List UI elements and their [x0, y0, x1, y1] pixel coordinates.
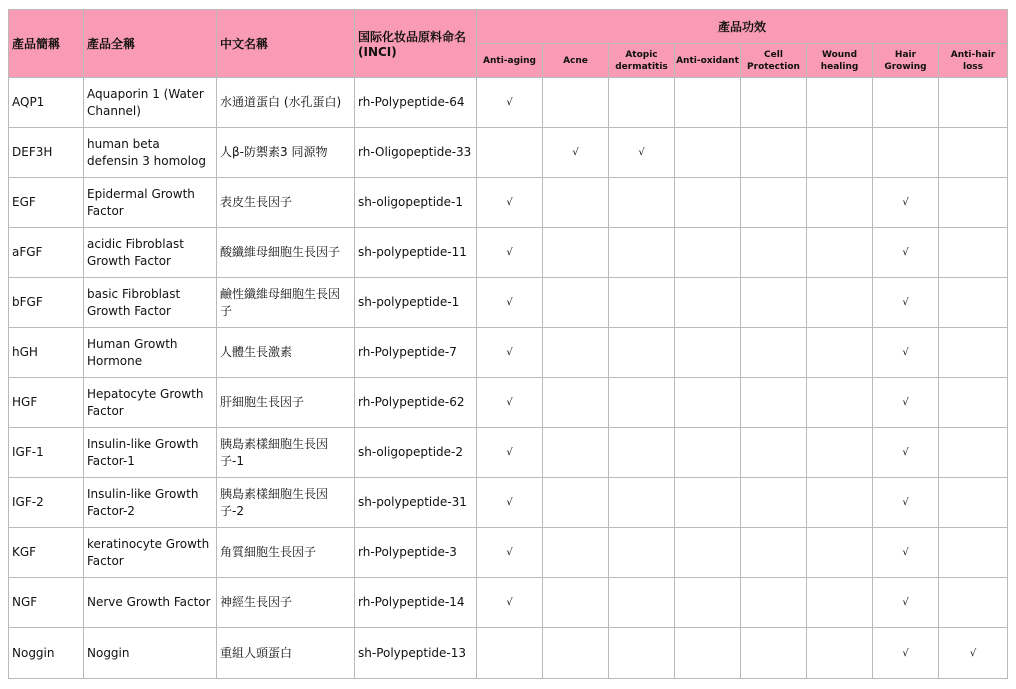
cell-efficacy-2 [609, 628, 675, 679]
cell-efficacy-6 [873, 378, 939, 428]
cell-efficacy-0 [477, 528, 543, 578]
cell-efficacy-4 [741, 428, 807, 478]
check-mark-icon: √ [902, 297, 909, 308]
cell-inci: rh-Polypeptide-64 [355, 78, 477, 128]
cell-efficacy-4 [741, 328, 807, 378]
cell-full-name: basic Fibroblast Growth Factor [84, 278, 217, 328]
check-mark-icon: √ [902, 647, 909, 659]
table-row [9, 378, 1008, 428]
cell-efficacy-7 [939, 128, 1008, 178]
cell-efficacy-7 [939, 578, 1008, 628]
header-efficacy-5: Wound healing [807, 44, 873, 78]
cell-efficacy-2 [609, 278, 675, 328]
cell-chinese-name: 人β-防禦素3 同源物 [217, 128, 355, 178]
cell-efficacy-6 [873, 128, 939, 178]
cell-abbr: bFGF [9, 278, 84, 328]
cell-full-name: Nerve Growth Factor [84, 578, 217, 628]
cell-inci: sh-oligopeptide-1 [355, 178, 477, 228]
cell-full-name: Insulin-like Growth Factor-1 [84, 428, 217, 478]
cell-efficacy-7 [939, 178, 1008, 228]
cell-efficacy-6 [873, 228, 939, 278]
cell-efficacy-5 [807, 378, 873, 428]
cell-efficacy-4 [741, 478, 807, 528]
header-efficacy-3: Anti-oxidant [675, 44, 741, 78]
cell-inci: sh-oligopeptide-2 [355, 428, 477, 478]
check-mark-icon: √ [902, 397, 909, 408]
cell-efficacy-3 [675, 628, 741, 679]
cell-efficacy-2 [609, 528, 675, 578]
cell-efficacy-2 [609, 428, 675, 478]
check-mark-icon: √ [506, 297, 513, 308]
header-efficacy-7: Anti-hair loss [939, 44, 1008, 78]
cell-abbr: DEF3H [9, 128, 84, 178]
table-row [9, 278, 1008, 328]
cell-abbr: IGF-1 [9, 428, 84, 478]
cell-efficacy-5 [807, 578, 873, 628]
cell-efficacy-0 [477, 178, 543, 228]
cell-efficacy-7 [939, 378, 1008, 428]
cell-efficacy-5 [807, 428, 873, 478]
check-mark-icon: √ [506, 497, 513, 508]
cell-abbr: Noggin [9, 628, 84, 679]
cell-abbr: NGF [9, 578, 84, 628]
cell-efficacy-7 [939, 478, 1008, 528]
table-row [9, 428, 1008, 478]
table-row [9, 478, 1008, 528]
cell-efficacy-7 [939, 228, 1008, 278]
cell-efficacy-4 [741, 128, 807, 178]
cell-inci: sh-Polypeptide-13 [355, 628, 477, 679]
cell-efficacy-1 [543, 228, 609, 278]
cell-full-name: acidic Fibroblast Growth Factor [84, 228, 217, 278]
cell-efficacy-3 [675, 428, 741, 478]
cell-full-name: Human Growth Hormone [84, 328, 217, 378]
cell-efficacy-1 [543, 428, 609, 478]
check-mark-icon: √ [902, 497, 909, 508]
cell-abbr: EGF [9, 178, 84, 228]
table-row [9, 178, 1008, 228]
check-mark-icon: √ [902, 597, 909, 608]
cell-efficacy-5 [807, 478, 873, 528]
table-row [9, 528, 1008, 578]
cell-efficacy-3 [675, 178, 741, 228]
header-full-name: 產品全稱 [84, 10, 217, 78]
header-efficacy-6: Hair Growing [873, 44, 939, 78]
cell-inci: sh-polypeptide-1 [355, 278, 477, 328]
cell-efficacy-6 [873, 478, 939, 528]
cell-efficacy-2 [609, 578, 675, 628]
cell-efficacy-2 [609, 378, 675, 428]
cell-efficacy-1 [543, 278, 609, 328]
cell-inci: rh-Polypeptide-7 [355, 328, 477, 378]
cell-efficacy-0 [477, 128, 543, 178]
check-mark-icon: √ [506, 597, 513, 608]
check-mark-icon: √ [572, 147, 579, 158]
cell-efficacy-4 [741, 178, 807, 228]
table-row [9, 228, 1008, 278]
cell-full-name: Epidermal Growth Factor [84, 178, 217, 228]
cell-efficacy-4 [741, 528, 807, 578]
check-mark-icon: √ [506, 397, 513, 408]
cell-efficacy-6 [873, 628, 939, 679]
cell-full-name: Aquaporin 1 (Water Channel) [84, 78, 217, 128]
cell-efficacy-2 [609, 128, 675, 178]
cell-efficacy-3 [675, 478, 741, 528]
cell-chinese-name: 水通道蛋白 (水孔蛋白) [217, 78, 355, 128]
cell-chinese-name: 鹼性纖維母細胞生長因子 [217, 278, 355, 328]
cell-abbr: KGF [9, 528, 84, 578]
cell-chinese-name: 肝細胞生長因子 [217, 378, 355, 428]
check-mark-icon: √ [902, 197, 909, 208]
cell-inci: sh-polypeptide-31 [355, 478, 477, 528]
cell-efficacy-0 [477, 628, 543, 679]
cell-efficacy-4 [741, 278, 807, 328]
cell-abbr: AQP1 [9, 78, 84, 128]
cell-chinese-name: 神經生長因子 [217, 578, 355, 628]
header-inci: 国际化妆品原料命名 (INCI) [355, 10, 477, 78]
cell-inci: rh-Polypeptide-3 [355, 528, 477, 578]
cell-efficacy-5 [807, 528, 873, 578]
check-mark-icon: √ [969, 647, 977, 659]
cell-efficacy-2 [609, 228, 675, 278]
header-efficacy-group: 產品功效 [477, 10, 1008, 44]
cell-efficacy-6 [873, 528, 939, 578]
cell-efficacy-7 [939, 628, 1008, 679]
check-mark-icon: √ [506, 197, 513, 208]
cell-abbr: hGH [9, 328, 84, 378]
cell-efficacy-7 [939, 528, 1008, 578]
check-mark-icon: √ [902, 547, 909, 558]
cell-efficacy-7 [939, 428, 1008, 478]
cell-chinese-name: 酸纖維母細胞生長因子 [217, 228, 355, 278]
table-row [9, 578, 1008, 628]
cell-efficacy-2 [609, 178, 675, 228]
cell-inci: rh-Polypeptide-14 [355, 578, 477, 628]
cell-efficacy-3 [675, 378, 741, 428]
cell-efficacy-6 [873, 578, 939, 628]
cell-abbr: IGF-2 [9, 478, 84, 528]
cell-efficacy-5 [807, 178, 873, 228]
cell-chinese-name: 胰島素樣細胞生長因子-1 [217, 428, 355, 478]
cell-full-name: Insulin-like Growth Factor-2 [84, 478, 217, 528]
cell-efficacy-3 [675, 78, 741, 128]
cell-full-name: Hepatocyte Growth Factor [84, 378, 217, 428]
cell-efficacy-0 [477, 478, 543, 528]
cell-efficacy-5 [807, 78, 873, 128]
cell-efficacy-6 [873, 178, 939, 228]
cell-full-name: Noggin [84, 628, 217, 679]
cell-abbr: HGF [9, 378, 84, 428]
check-mark-icon: √ [902, 447, 909, 458]
check-mark-icon: √ [506, 347, 513, 358]
cell-efficacy-0 [477, 228, 543, 278]
cell-efficacy-7 [939, 278, 1008, 328]
check-mark-icon: √ [902, 247, 909, 258]
cell-efficacy-5 [807, 628, 873, 679]
cell-efficacy-0 [477, 278, 543, 328]
cell-efficacy-1 [543, 178, 609, 228]
check-mark-icon: √ [506, 547, 513, 558]
check-mark-icon: √ [902, 347, 909, 358]
cell-efficacy-3 [675, 578, 741, 628]
cell-efficacy-4 [741, 378, 807, 428]
cell-chinese-name: 表皮生長因子 [217, 178, 355, 228]
cell-inci: rh-Oligopeptide-33 [355, 128, 477, 178]
cell-efficacy-1 [543, 378, 609, 428]
check-mark-icon: √ [638, 147, 645, 158]
header-efficacy-2: Atopic dermatitis [609, 44, 675, 78]
cell-efficacy-1 [543, 128, 609, 178]
cell-efficacy-1 [543, 78, 609, 128]
cell-efficacy-6 [873, 278, 939, 328]
cell-chinese-name: 角質細胞生長因子 [217, 528, 355, 578]
header-efficacy-4: Cell Protection [741, 44, 807, 78]
cell-efficacy-7 [939, 78, 1008, 128]
header-abbr: 產品簡稱 [9, 10, 84, 78]
check-mark-icon: √ [506, 447, 513, 458]
check-mark-icon: √ [506, 97, 513, 108]
cell-efficacy-3 [675, 128, 741, 178]
cell-efficacy-1 [543, 628, 609, 679]
cell-efficacy-4 [741, 578, 807, 628]
cell-efficacy-4 [741, 628, 807, 679]
cell-efficacy-1 [543, 528, 609, 578]
cell-efficacy-0 [477, 428, 543, 478]
table-row [9, 628, 1008, 679]
cell-chinese-name: 胰島素樣細胞生長因子-2 [217, 478, 355, 528]
cell-chinese-name: 人體生長激素 [217, 328, 355, 378]
cell-efficacy-7 [939, 328, 1008, 378]
header-efficacy-0: Anti-aging [477, 44, 543, 78]
cell-efficacy-0 [477, 578, 543, 628]
cell-efficacy-2 [609, 328, 675, 378]
table-row [9, 128, 1008, 178]
cell-inci: rh-Polypeptide-62 [355, 378, 477, 428]
cell-efficacy-3 [675, 328, 741, 378]
cell-efficacy-0 [477, 328, 543, 378]
cell-efficacy-6 [873, 428, 939, 478]
cell-full-name: keratinocyte Growth Factor [84, 528, 217, 578]
cell-efficacy-3 [675, 228, 741, 278]
header-efficacy-1: Acne [543, 44, 609, 78]
table-row [9, 328, 1008, 378]
check-mark-icon: √ [506, 247, 513, 258]
header-chinese-name: 中文名稱 [217, 10, 355, 78]
cell-efficacy-3 [675, 278, 741, 328]
cell-inci: sh-polypeptide-11 [355, 228, 477, 278]
cell-full-name: human beta defensin 3 homolog [84, 128, 217, 178]
cell-efficacy-4 [741, 228, 807, 278]
cell-efficacy-1 [543, 328, 609, 378]
cell-efficacy-5 [807, 328, 873, 378]
cell-efficacy-5 [807, 228, 873, 278]
cell-efficacy-3 [675, 528, 741, 578]
cell-efficacy-1 [543, 478, 609, 528]
cell-efficacy-2 [609, 478, 675, 528]
cell-abbr: aFGF [9, 228, 84, 278]
cell-chinese-name: 重組人頭蛋白 [217, 628, 355, 679]
table-body [9, 78, 1008, 679]
table-row [9, 78, 1008, 128]
cell-efficacy-2 [609, 78, 675, 128]
cell-efficacy-5 [807, 278, 873, 328]
cell-efficacy-0 [477, 78, 543, 128]
cell-efficacy-5 [807, 128, 873, 178]
cell-efficacy-4 [741, 78, 807, 128]
cell-efficacy-0 [477, 378, 543, 428]
efficacy-table [8, 9, 1008, 679]
cell-efficacy-6 [873, 78, 939, 128]
cell-efficacy-6 [873, 328, 939, 378]
cell-efficacy-1 [543, 578, 609, 628]
